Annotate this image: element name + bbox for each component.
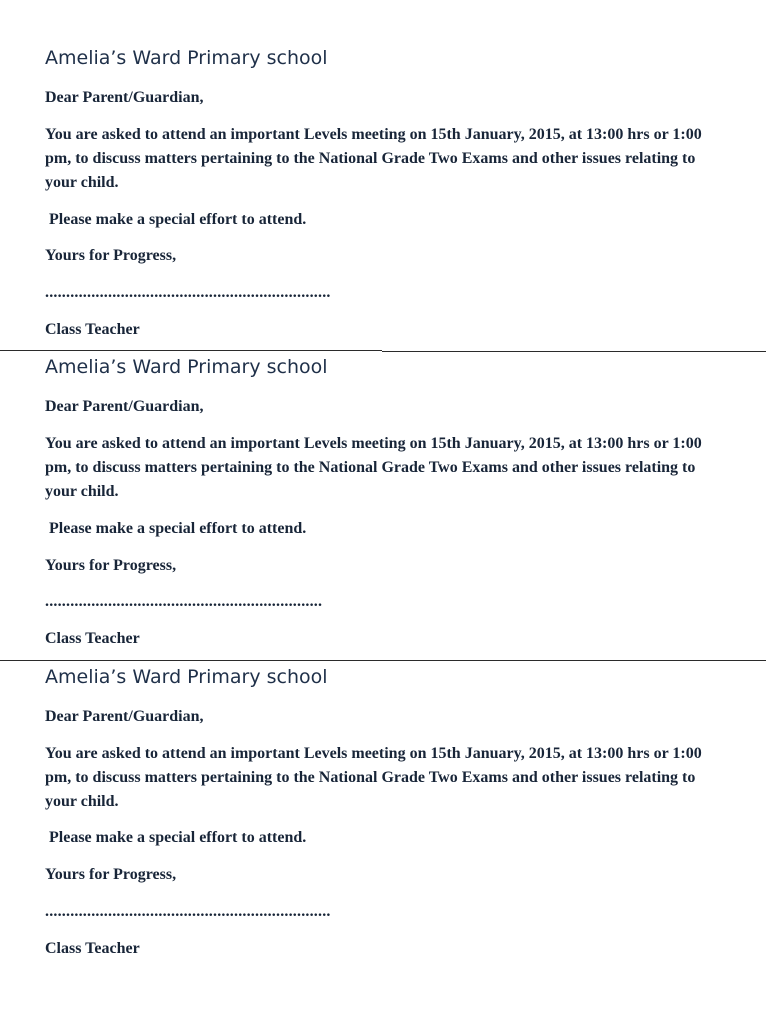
salutation: Dear Parent/Guardian, — [45, 398, 204, 415]
meeting-notice-text: You are asked to attend an important Levels meeting on 15th January, 2015, at 13:00 hrs or 1:00 pm, to discuss matters pertaining to the National Grade Two Exams and other issues relating to your child. — [45, 435, 702, 500]
cut-line-1-right — [382, 351, 766, 352]
cut-line-1 — [0, 350, 382, 351]
closing: Yours for Progress, — [45, 557, 177, 574]
meeting-notice-text: You are asked to attend an important Levels meeting on 15th January, 2015, at 13:00 hrs or 1:00 pm, to discuss matters pertaining to the National Grade Two Exams and other issues relating to your child. — [45, 745, 702, 810]
closing: Yours for Progress, — [45, 247, 177, 264]
attendance-request: Please make a special effort to attend. — [49, 211, 307, 228]
signature-line: .................................................................. — [45, 593, 323, 610]
signature-line: .................................................................... — [45, 284, 331, 301]
school-name: Amelia’s Ward Primary school — [45, 666, 328, 688]
cut-line-2 — [0, 660, 766, 661]
signatory: Class Teacher — [45, 630, 140, 647]
attendance-request: Please make a special effort to attend. — [49, 520, 307, 537]
school-name: Amelia’s Ward Primary school — [45, 47, 328, 69]
school-name: Amelia’s Ward Primary school — [45, 356, 328, 378]
attendance-request: Please make a special effort to attend. — [49, 829, 307, 846]
salutation: Dear Parent/Guardian, — [45, 89, 204, 106]
closing: Yours for Progress, — [45, 866, 177, 883]
signatory: Class Teacher — [45, 321, 140, 338]
signature-line: .................................................................... — [45, 903, 331, 920]
salutation: Dear Parent/Guardian, — [45, 708, 204, 725]
signatory: Class Teacher — [45, 940, 140, 957]
meeting-notice-text: You are asked to attend an important Levels meeting on 15th January, 2015, at 13:00 hrs or 1:00 pm, to discuss matters pertaining to the National Grade Two Exams and other issues relating to your child. — [45, 126, 702, 191]
